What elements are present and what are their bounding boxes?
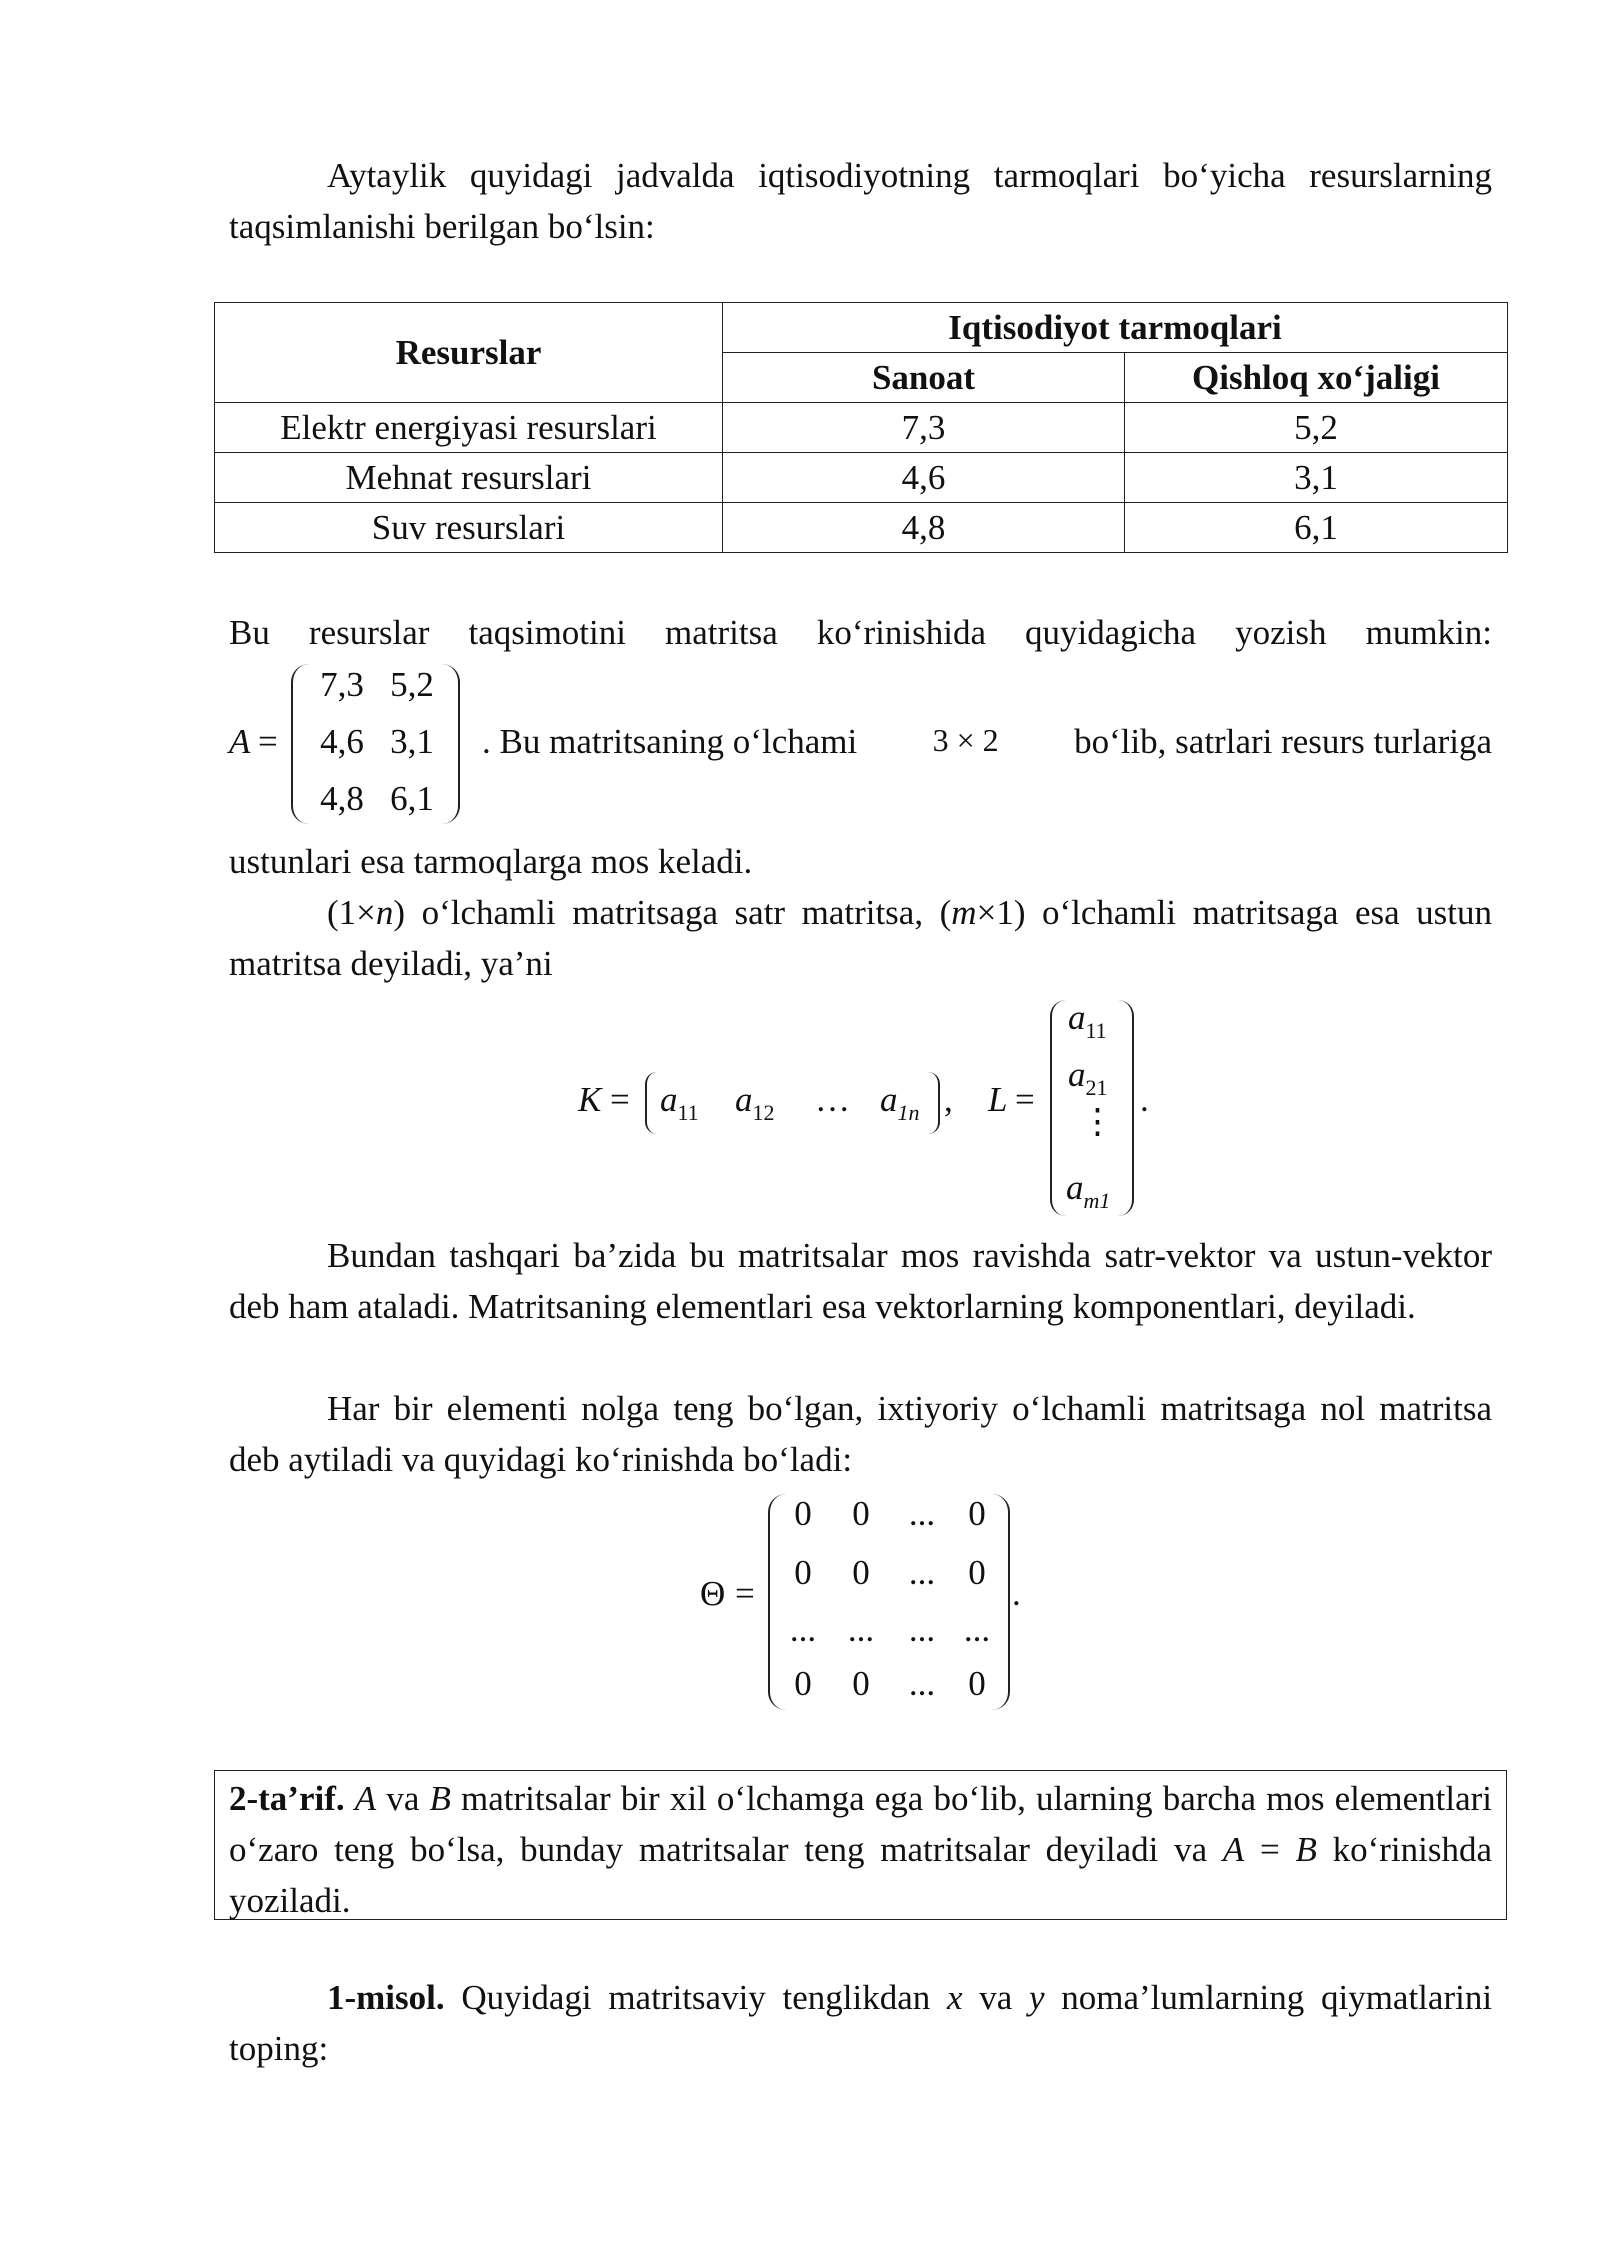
row-name: Suv resurslari xyxy=(215,503,723,553)
matrix-A-cell: 5,2 xyxy=(390,665,434,704)
k-eq: = xyxy=(610,1080,630,1119)
va-word: va xyxy=(979,1978,1013,2017)
zero-cell: ... xyxy=(908,1664,936,1703)
k-comma: , xyxy=(944,1080,953,1119)
matrix-A-cell: 7,3 xyxy=(320,665,364,704)
zero-cell: 0 xyxy=(852,1553,870,1592)
row-col-part1: (1 xyxy=(327,893,357,932)
definition-label: 2-ta’rif. xyxy=(229,1779,345,1818)
zero-cell: 0 xyxy=(968,1664,986,1703)
var-A: A xyxy=(354,1779,377,1818)
matrix-A-description xyxy=(482,722,1492,762)
l-entry: $a_{m1}$ xyxy=(1066,1168,1111,1213)
l-left-paren xyxy=(1050,1000,1066,1216)
l-entry: $a_{21}$ xyxy=(1068,1055,1108,1100)
matrix-columns-text: ustunlari esa tarmoqlarga mos keladi. xyxy=(229,842,753,881)
zero-matrix-eq: = xyxy=(735,1574,755,1613)
row-agriculture: 6,1 xyxy=(1125,503,1508,553)
matrix-A-left-paren xyxy=(291,664,309,824)
intro-paragraph: Aytaylik quyidagi jadvalda iqtisodiyotning tarmoqlari bo‘yicha resurslarning taqsimlanishi berilgan bo‘lsin: xyxy=(229,156,1492,246)
matrix-A-right-paren xyxy=(442,664,460,824)
zero-cell: ... xyxy=(963,1610,991,1649)
row-industry: 4,8 xyxy=(723,503,1125,553)
table-row xyxy=(215,403,1508,453)
example-text: Quyidagi matritsaviy tenglikdan xyxy=(461,1978,931,2017)
k-symbol: K xyxy=(578,1080,602,1119)
matrix-A-eq: = xyxy=(258,722,278,761)
zero-cell: 0 xyxy=(968,1553,986,1592)
matrix-A-cell: 6,1 xyxy=(390,779,434,818)
k-entry: $a_{1n}$ xyxy=(880,1080,920,1125)
zero-cell: 0 xyxy=(852,1664,870,1703)
table-row xyxy=(215,503,1508,553)
header-sectors: Iqtisodiyot tarmoqlari xyxy=(723,303,1508,353)
row-industry: 4,6 xyxy=(723,453,1125,503)
matrix-A-symbol: A xyxy=(229,722,251,761)
zero-cell: ... xyxy=(908,1494,936,1533)
zero-matrix-dot: . xyxy=(1012,1574,1021,1613)
header-agriculture: Qishloq xo‘jaligi xyxy=(1125,353,1508,403)
example-tail: noma’lumlarning qiymatlarini toping: xyxy=(229,1978,1493,2068)
row-col-part2: ) o‘lchamli matritsaga satr matritsa, ( xyxy=(393,893,952,932)
row-col-part3: 1) o‘lchamli matritsaga esa ustun matritsa deyiladi, ya’ni xyxy=(229,893,1493,983)
zero-cell: ... xyxy=(789,1610,817,1649)
zero-cell: 0 xyxy=(794,1664,812,1703)
row-name: Mehnat resurslari xyxy=(215,453,723,503)
times-sign: × xyxy=(976,893,997,932)
times-sign: × xyxy=(356,893,376,932)
resource-table xyxy=(214,302,1508,553)
zero-cell: 0 xyxy=(852,1494,870,1533)
eq-B: B xyxy=(1295,1830,1317,1869)
l-vdots: ⋮ xyxy=(1080,1102,1115,1141)
zero-cell: ... xyxy=(908,1553,936,1592)
zero-cell: 0 xyxy=(794,1553,812,1592)
zero-matrix-symbol: Θ xyxy=(700,1574,726,1613)
m-variable: m xyxy=(951,893,977,932)
l-right-paren xyxy=(1118,1000,1134,1216)
zero-cell: 0 xyxy=(968,1494,986,1533)
k-entry: $a_{12}$ xyxy=(735,1080,775,1125)
matrix-intro-line: Bu resurslar taqsimotini matritsa ko‘rinishida quyidagicha yozish mumkin: xyxy=(229,613,1492,652)
k-entry: $a_{11}$ xyxy=(660,1080,699,1125)
zero-cell: ... xyxy=(908,1610,936,1649)
n-variable: n xyxy=(375,893,394,932)
matrix-size-text: . Bu matritsaning o‘lchami xyxy=(482,722,858,761)
row-name: Elektr energiyasi resurslari xyxy=(215,403,723,453)
matrix-rows-text: bo‘lib, satrlari resurs turlariga xyxy=(1074,722,1492,761)
zero-matrix-paragraph: Har bir elementi nolga teng bo‘lgan, ixtiyoriy o‘lchamli matritsaga nol matritsa deb aytiladi va quyidagi ko‘rinishda bo‘ladi: xyxy=(229,1389,1492,1479)
matrix-A-cell: 3,1 xyxy=(390,722,434,761)
eq-A: A xyxy=(1222,1830,1245,1869)
var-B: B xyxy=(429,1779,451,1818)
l-eq: = xyxy=(1015,1080,1035,1119)
matrix-dimension: 3 × 2 xyxy=(932,722,999,758)
l-symbol: L xyxy=(988,1080,1008,1119)
matrix-A-cell: 4,8 xyxy=(320,779,364,818)
row-column-paragraph xyxy=(229,887,1492,989)
example-paragraph xyxy=(229,1972,1492,2074)
k-ellipsis: … xyxy=(815,1080,850,1119)
zero-cell: 0 xyxy=(794,1494,812,1533)
l-entry: $a_{11}$ xyxy=(1068,998,1107,1043)
definition-text: matritsalar bir xil o‘lchamga ega bo‘lib, ularning barcha mos elementlari o‘zaro teng bo‘lsa, bunday matritsalar teng matritsalar deyiladi va xyxy=(229,1779,1493,1869)
k-left-paren xyxy=(645,1072,657,1134)
definition-paragraph xyxy=(229,1773,1492,1926)
var-y: y xyxy=(1029,1978,1045,2017)
zero-cell: ... xyxy=(847,1610,875,1649)
definition-tail: ko‘rinishda yoziladi. xyxy=(229,1830,1493,1920)
table-row xyxy=(215,453,1508,503)
vectors-paragraph: Bundan tashqari ba’zida bu matritsalar mos ravishda satr-vektor va ustun-vektor deb ham ataladi. Matritsaning elementlari esa vektorlarning komponentlari, deyiladi. xyxy=(229,1236,1492,1326)
header-resources: Resurslar xyxy=(215,303,723,403)
example-label: 1-misol. xyxy=(327,1978,445,2017)
matrix-A-cell: 4,6 xyxy=(320,722,364,761)
va-word: va xyxy=(386,1779,420,1818)
row-industry: 7,3 xyxy=(723,403,1125,453)
header-industry: Sanoat xyxy=(723,353,1125,403)
var-x: x xyxy=(946,1978,963,2017)
eq-sign: = xyxy=(1260,1830,1280,1869)
row-agriculture: 5,2 xyxy=(1125,403,1508,453)
l-dot: . xyxy=(1140,1080,1149,1119)
k-right-paren xyxy=(928,1072,940,1134)
row-agriculture: 3,1 xyxy=(1125,453,1508,503)
